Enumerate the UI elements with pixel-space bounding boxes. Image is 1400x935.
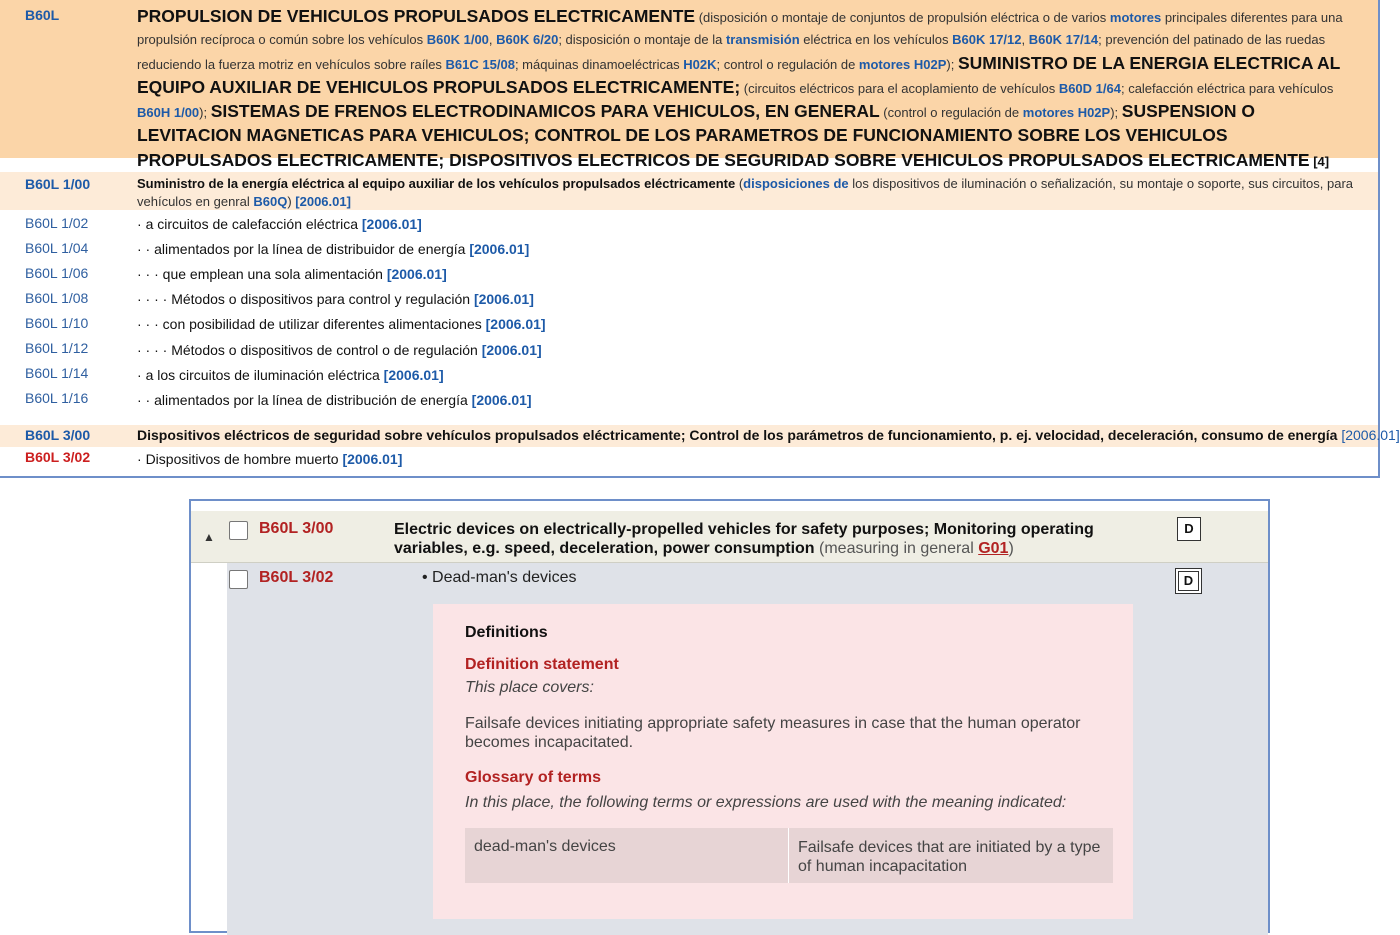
subgroup-title: · · · · Métodos o dispositivos para control y regulación [2006.01]	[137, 291, 534, 307]
group-row-3-00	[191, 511, 1268, 563]
group-1-code-link[interactable]: B60L 1/00	[25, 176, 91, 192]
subgroup-code-link[interactable]: B60L 1/12	[25, 340, 89, 356]
glossary-table	[465, 828, 1113, 883]
definitions-button-active[interactable]: D	[1175, 568, 1202, 594]
subgroup-code-link[interactable]: B60L 1/14	[25, 365, 89, 381]
select-checkbox[interactable]	[229, 521, 248, 540]
title-suministro: SUMINISTRO DE LA ENERGIA ELECTRICA AL EQUIPO AUXILIAR DE VEHICULOS PROPULSADOS ELECTRICAMENTE;	[137, 52, 1341, 97]
definitions-title: Definitions	[465, 624, 548, 641]
glossary-intro: In this place, the following terms or expressions are used with the meaning indicated:	[465, 794, 1067, 811]
subgroup-code-link[interactable]: B60L 3/02	[259, 569, 334, 586]
glossary-heading: Glossary of terms	[465, 769, 602, 786]
subgroup-title: · a los circuitos de iluminación eléctrica [2006.01]	[137, 367, 444, 383]
link-g01[interactable]: G01	[978, 540, 1009, 557]
version-tag[interactable]: [2006.01]	[386, 266, 447, 282]
subgroup-code-link[interactable]: B60L 1/02	[25, 215, 89, 231]
link-b61c-15-08[interactable]: B61C 15/08	[445, 56, 515, 72]
english-classification-panel	[189, 499, 1270, 933]
link-h02p[interactable]: H02P	[913, 56, 947, 72]
link-b60k-17-12[interactable]: B60K 17/12	[952, 32, 1022, 48]
version-tag[interactable]: [2006.01]	[485, 316, 546, 332]
link-h02k[interactable]: H02K	[683, 56, 717, 72]
definitions-popup	[433, 604, 1133, 919]
link-b60k-6-20[interactable]: B60K 6/20	[496, 32, 559, 48]
title-frenos: SISTEMAS DE FRENOS ELECTRODINAMICOS PARA VEHICULOS, EN GENERAL	[210, 101, 880, 122]
subgroup-title: · · · que emplean una sola alimentación [2006.01]	[137, 266, 447, 282]
definition-statement-heading: Definition statement	[465, 656, 619, 673]
subgroup-title: · · · con posibilidad de utilizar diferentes alimentaciones [2006.01]	[137, 316, 546, 332]
link-disposiciones[interactable]: disposiciones de	[743, 176, 849, 191]
version-tag[interactable]: [2006.01]	[361, 216, 422, 232]
glossary-term: dead-man's devices	[465, 828, 789, 883]
title-suspension: SUSPENSION O LEVITACION MAGNETICAS PARA VEHICULOS; CONTROL DE LOS PARAMETROS DE FUNCIONAMIENTO SOBRE LOS VEHICULOS PROPULSADOS ELECTRICAMENTE; DISPOSITIVOS ELECTRICOS DE SEGURIDAD SOBRE VEHICULOS PROPULSADOS ELECTRICAMENTE	[137, 101, 1310, 170]
subgroup-title: · · alimentados por la línea de distribución de energía [2006.01]	[137, 392, 532, 408]
subgroup-code-link-selected[interactable]: B60L 3/02	[25, 449, 91, 465]
link-motores[interactable]: motores	[1109, 10, 1162, 25]
group-3-title: Dispositivos eléctricos de seguridad sobre vehículos propulsados eléctricamente; Control de los parámetros de funcionamiento, p. ej. velocidad, deceleración, consumo de energía [2006.01]	[137, 427, 1400, 443]
group-3-code-link[interactable]: B60L 3/00	[25, 427, 91, 443]
subgroup-title: · · alimentados por la línea de distribuidor de energía [2006.01]	[137, 241, 530, 257]
group-1-title: Suministro de la energía eléctrica al equipo auxiliar de los vehículos propulsados eléctricamente (disposiciones de los dispositivos de iluminación o señalización, su montaje o soporte, sus circuitos, para vehículos en genral B60Q) [2006.01]	[137, 176, 1354, 209]
covers-label: This place covers:	[465, 679, 594, 696]
subgroup-title: · Dispositivos de hombre muerto [2006.01]	[137, 451, 403, 467]
subgroup-title: · a circuitos de calefacción eléctrica [2006.01]	[137, 216, 422, 232]
link-motores-3[interactable]: motores	[1022, 105, 1075, 121]
subgroup-code-link[interactable]: B60L 1/04	[25, 240, 89, 256]
version-tag[interactable]: [2006.01]	[469, 241, 530, 257]
version-tag[interactable]: [2006.01]	[471, 392, 532, 408]
subgroup-title: • Dead-man's devices	[422, 569, 577, 586]
group-title: Electric devices on electrically-propelled vehicles for safety purposes; Monitoring operating variables, e.g. speed, deceleration, power consumption (measuring in general G01)	[394, 521, 1094, 557]
version-tag[interactable]: [2006.01]	[473, 291, 534, 307]
glossary-definition: Failsafe devices that are initiated by a type of human incapacitation	[798, 839, 1101, 875]
link-transmision[interactable]: transmisión	[725, 32, 800, 48]
main-group-code-link[interactable]: B60L	[25, 7, 60, 23]
definition-body: Failsafe devices initiating appropriate safety measures in case that the human operator becomes incapacitated.	[465, 715, 1081, 751]
link-h02p-2[interactable]: H02P	[1077, 105, 1111, 121]
link-b60k-17-14[interactable]: B60K 17/14	[1028, 32, 1099, 48]
link-motores-2[interactable]: motores	[858, 56, 911, 72]
link-b60h-1-00[interactable]: B60H 1/00	[137, 105, 200, 121]
subgroup-title: · · · · Métodos o dispositivos de control o de regulación [2006.01]	[137, 342, 542, 358]
version-tag[interactable]: [2006.01]	[342, 451, 403, 467]
subgroup-code-link[interactable]: B60L 1/16	[25, 390, 89, 406]
version-tag[interactable]: [2006.01]	[295, 194, 351, 209]
collapse-triangle-icon[interactable]: ▲	[203, 530, 215, 544]
subgroup-code-link[interactable]: B60L 1/08	[25, 290, 89, 306]
main-group-title: PROPULSION DE VEHICULOS PROPULSADOS ELECTRICAMENTE (disposición o montaje de conjuntos de propulsión eléctrica o de varios motores principales diferentes para una propulsión recíproca o común sobre los vehículos B60K 1/00, B60K 6/20; disposición o montaje de la transmisión eléctrica en los vehículos B60K 17/12, B60K 17/14; prevención del patinado de las ruedas reduciendo la fuerza motriz en vehículos sobre raíles B61C 15/08; máquinas dinamoeléctricas H02K; control o regulación de motores H02P); SUMINISTRO DE LA ENERGIA ELECTRICA AL EQUIPO AUXILIAR DE VEHICULOS PROPULSADOS ELECTRICAMENTE; (circuitos eléctricos para el acoplamiento de vehículos B60D 1/64; calefacción eléctrica para vehículos B60H 1/00); SISTEMAS DE FRENOS ELECTRODINAMICOS PARA VEHICULOS, EN GENERAL (control o regulación de motores H02P); SUSPENSION O LEVITACION MAGNETICAS PARA VEHICULOS; CONTROL DE LOS PARAMETROS DE FUNCIONAMIENTO SOBRE LOS VEHICULOS PROPULSADOS ELECTRICAMENTE; DISPOSITIVOS ELECTRICOS DE SEGURIDAD SOBRE VEHICULOS PROPULSADOS ELECTRICAMENTE [4]	[137, 6, 1343, 170]
version-tag[interactable]: [2006.01]	[1341, 427, 1400, 443]
subgroup-code-link[interactable]: B60L 1/10	[25, 315, 89, 331]
link-b60q[interactable]: B60Q	[253, 194, 288, 209]
link-b60k-1-00[interactable]: B60K 1/00	[426, 32, 489, 48]
link-b60d-1-64[interactable]: B60D 1/64	[1058, 80, 1121, 96]
title-propulsion: PROPULSION DE VEHICULOS PROPULSADOS ELECTRICAMENTE	[137, 6, 696, 26]
version-tag[interactable]: [2006.01]	[383, 367, 444, 383]
version-tag[interactable]: [2006.01]	[481, 342, 542, 358]
definitions-button[interactable]: D	[1177, 517, 1201, 541]
group-code-link[interactable]: B60L 3/00	[259, 520, 334, 537]
select-checkbox[interactable]	[229, 570, 248, 589]
subgroup-code-link[interactable]: B60L 1/06	[25, 265, 89, 281]
